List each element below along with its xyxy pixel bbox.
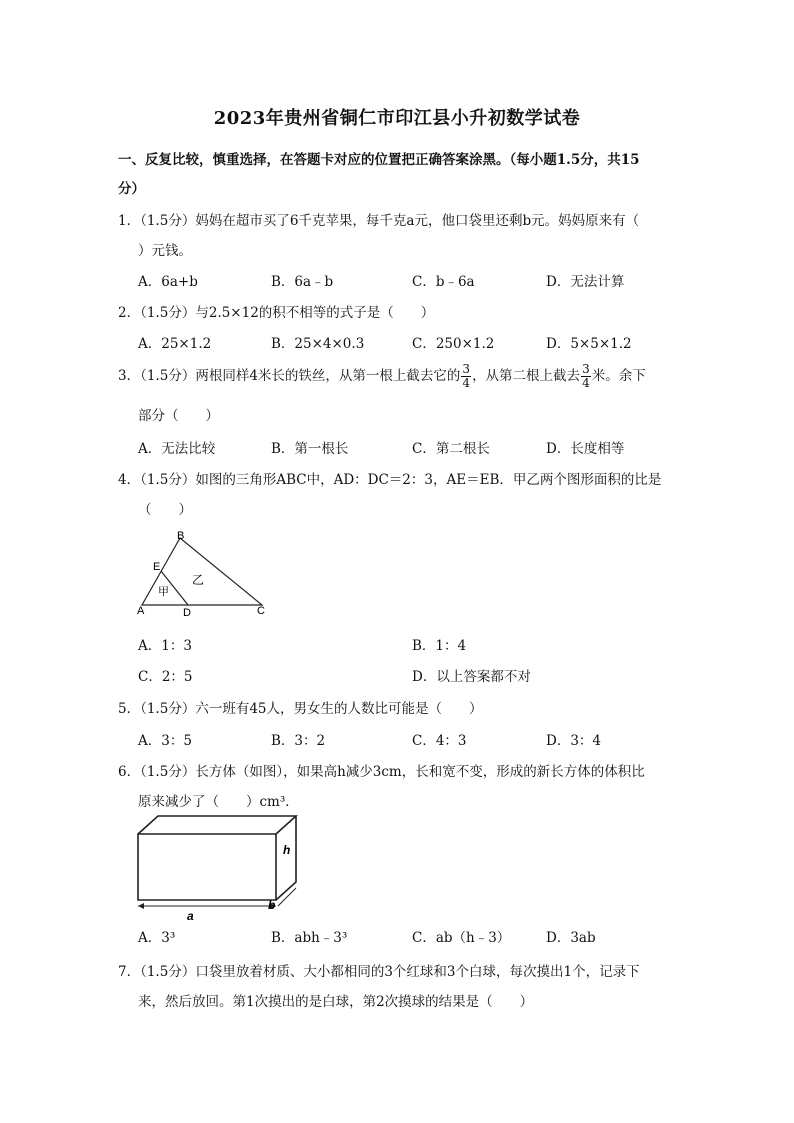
question-4-line2: （ ） [138,502,192,518]
q5-option-d[interactable]: D．3：4 [546,733,602,749]
fraction: $\frac{3}{4}$ [582,362,590,390]
question-score: （1.5分） [140,213,196,229]
question-1-line1 [118,209,639,229]
question-4-line1 [118,468,661,488]
label-jia: 甲 [158,586,169,598]
question-number: 3． [118,368,141,384]
question-stem: 妈妈在超市买了6千克苹果，每千克a元，他口袋里还剩b元。妈妈原来有（ [195,213,640,229]
q3-option-a[interactable]: A．无法比较 [138,441,216,457]
question-number: 2． [118,305,141,321]
q2-option-c[interactable]: C．250×1.2 [412,336,495,352]
question-number: 7． [118,964,141,980]
q2-option-a[interactable]: A．25×1.2 [138,336,212,352]
question-3-line1 [118,359,646,393]
question-6-line2: 原来减少了（ ）cm³． [138,794,299,810]
label-b: B [177,530,185,542]
cuboid-top-face [138,816,296,834]
question-3-line2: 部分（ ） [138,408,219,424]
label-a: A [137,605,145,617]
q4-option-c[interactable]: C．2：5 [138,669,193,685]
question-5-line1 [118,697,483,717]
label-a: a [187,909,194,922]
question-6-line1 [118,760,645,780]
question-score: （1.5分） [140,305,196,321]
q3-option-b[interactable]: B．第一根长 [271,441,349,457]
q2-option-b[interactable]: B．25×4×0.3 [271,336,365,352]
page-title: 2023年贵州省铜仁市印江县小升初数学试卷 [213,108,581,129]
label-c: C [257,605,265,617]
section-heading-line2: 分） [118,181,145,197]
question-7-line1 [118,960,640,980]
question-stem: 如图的三角形ABC中，AD：DC＝2：3，AE＝EB．甲乙两个图形面积的比是 [195,472,662,488]
question-stem-part1: 两根同样4米长的铁丝，从第一根上截去它的 [195,368,461,384]
question-score: （1.5分） [140,472,196,488]
cuboid-side-face [276,816,296,900]
label-e: E [153,561,161,573]
q1-option-d[interactable]: D．无法计算 [546,274,625,290]
question-stem: 长方体（如图），如果高h减少3cm，长和宽不变，形成的新长方体的体积比 [195,764,645,780]
label-yi: 乙 [192,573,205,587]
q4-option-b[interactable]: B．1：4 [412,638,467,654]
q6-option-d[interactable]: D．3ab [546,930,596,946]
triangle-abc-figure [132,526,272,618]
question-number: 5． [118,701,141,717]
question-stem-part3: 米。余下 [591,368,646,384]
q6-option-a[interactable]: A．3³ [138,930,176,946]
question-stem: 六一班有45人，男女生的人数比可能是（ ） [195,701,483,717]
question-1-line2: ）元钱。 [138,243,192,259]
q3-option-d[interactable]: D．长度相等 [546,441,625,457]
q5-option-a[interactable]: A．3：5 [138,733,192,749]
q6-option-b[interactable]: B．abh﹣3³ [271,930,348,946]
question-2-line1 [118,301,434,321]
question-score: （1.5分） [140,368,196,384]
section-heading-line1: 一、反复比较，慎重选择，在答题卡对应的位置把正确答案涂黑。（每小题1.5分，共15 [118,152,640,168]
q2-option-d[interactable]: D．5×5×1.2 [546,336,632,352]
question-stem-part2: ，从第二根上截去 [472,368,581,384]
cuboid-front-face [138,834,276,900]
label-h: h [283,843,291,857]
q1-option-b[interactable]: B．6a﹣b [271,274,334,290]
cuboid-figure [132,812,302,922]
question-number: 4． [118,472,141,488]
question-score: （1.5分） [140,964,196,980]
q5-option-b[interactable]: B．3：2 [271,733,326,749]
q5-option-c[interactable]: C．4：3 [412,733,467,749]
question-stem: 与2.5×12的积不相等的式子是（ ） [195,305,435,321]
label-d: D [183,607,191,618]
question-stem: 口袋里放着材质、大小都相同的3个红球和3个白球，每次摸出1个，记录下 [195,964,640,980]
fraction: $\frac{3}{4}$ [462,362,471,390]
q1-option-c[interactable]: C．b﹣6a [412,274,475,290]
q3-option-c[interactable]: C．第二根长 [412,441,490,457]
arrow-left-icon [138,903,144,909]
question-number: 1． [118,213,141,229]
question-score: （1.5分） [140,701,196,717]
q4-option-a[interactable]: A．1：3 [138,638,192,654]
q1-option-a[interactable]: A．6a+b [138,274,198,290]
q6-option-c[interactable]: C．ab（h﹣3） [412,930,511,946]
q4-option-d[interactable]: D．以上答案都不对 [412,669,531,685]
question-score: （1.5分） [140,764,196,780]
question-number: 6． [118,764,141,780]
label-b: b [268,898,276,912]
question-7-line2: 来，然后放回。第1次摸出的是白球，第2次摸球的结果是（ ） [138,994,534,1010]
